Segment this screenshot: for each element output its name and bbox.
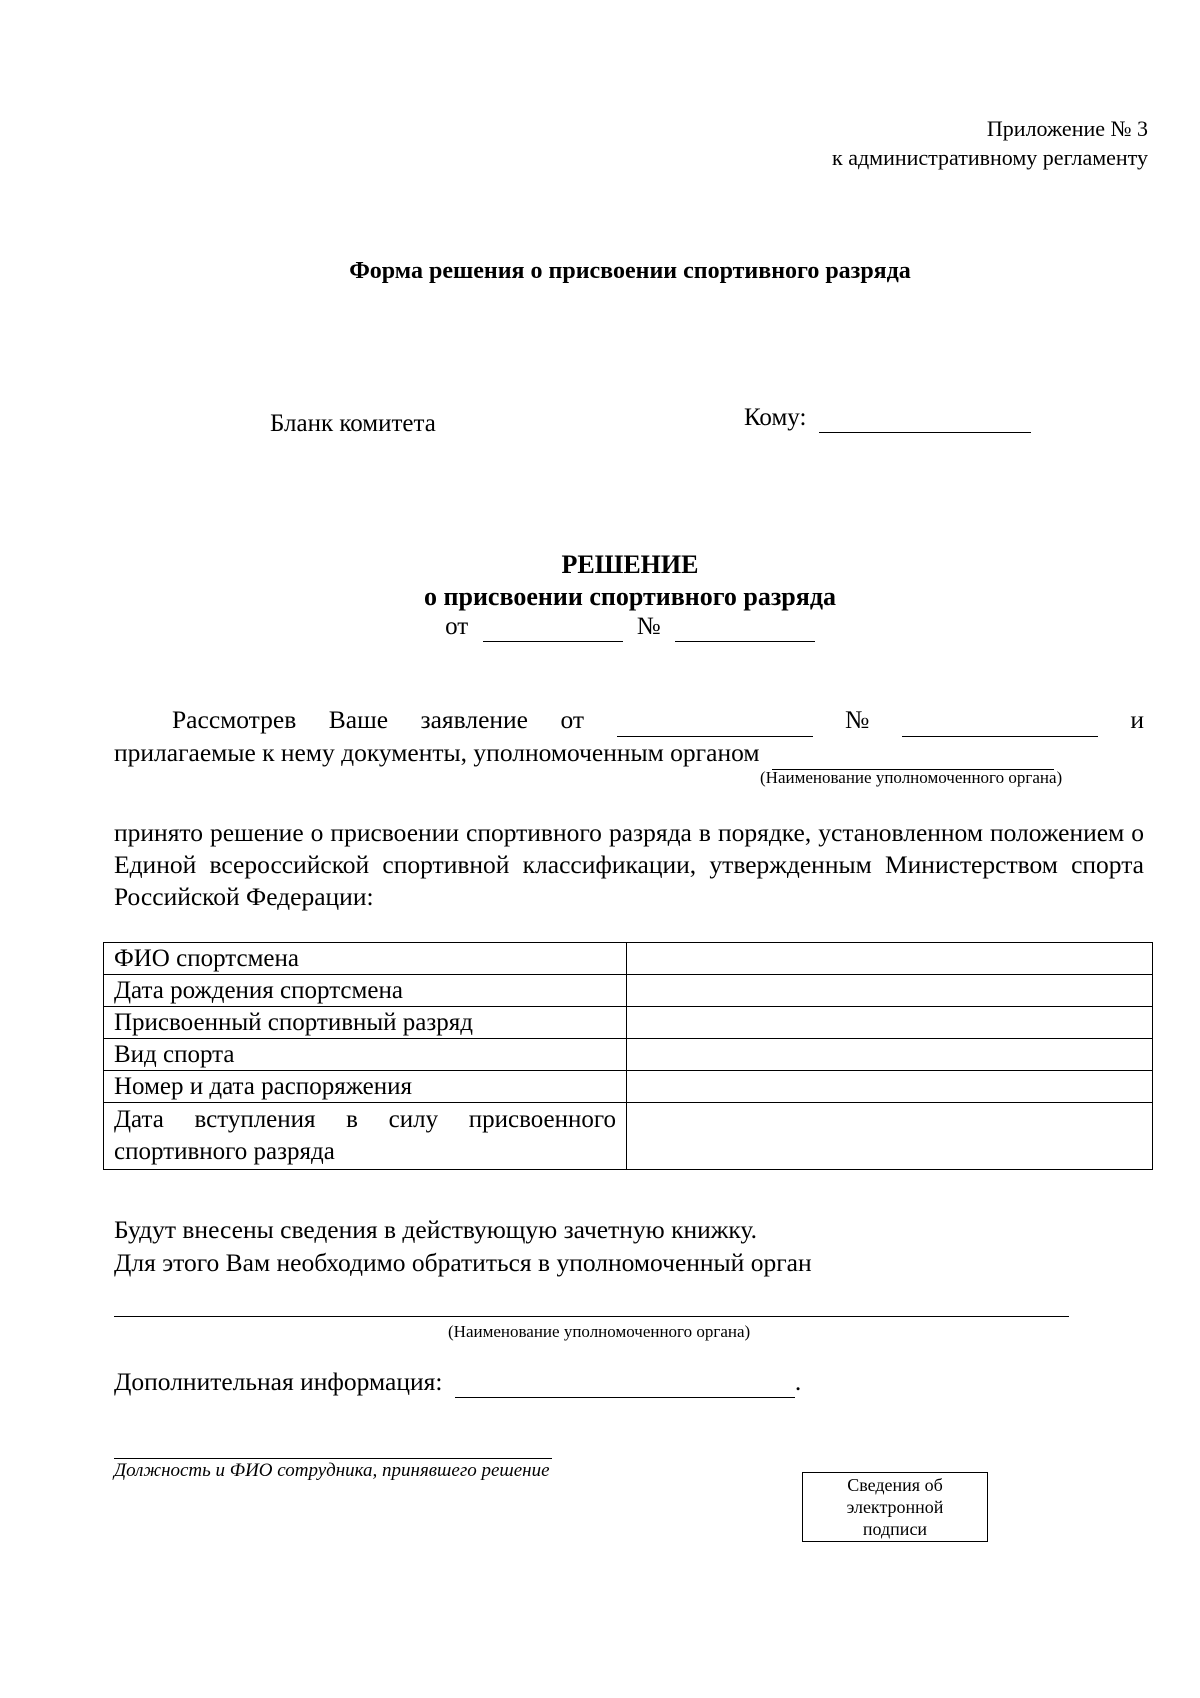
decision-text: принято решение о присвоении спортивного разряда в порядке, установленном положением о Единой всероссийской спортивной классификации, утвержденным Министерством спорта Российской Федерации: [114, 818, 1144, 911]
application-number-blank [902, 704, 1098, 737]
intro-line-1 [114, 704, 1144, 737]
intro-line-2 [114, 737, 1144, 770]
intro-paragraph [114, 704, 1144, 770]
table-cell-label: Номер и дата распоряжения [104, 1071, 627, 1103]
signature-line [114, 1458, 552, 1459]
table-cell-label: Вид спорта [104, 1039, 627, 1071]
table-row [104, 943, 1153, 975]
additional-info-blank [455, 1367, 795, 1398]
intro-word: Рассмотрев [172, 705, 297, 734]
table-cell-label: Присвоенный спортивный разряд [104, 1007, 627, 1039]
signature-box-line: электронной [846, 1497, 944, 1517]
authority-blank-line [114, 1316, 1069, 1317]
recipient-blank-line [819, 404, 1031, 433]
decision-title: РЕШЕНИЕ [561, 550, 699, 579]
signature-caption: Должность и ФИО сотрудника, принявшего решение [114, 1460, 550, 1481]
intro-word: и [1130, 705, 1144, 734]
table-cell-label: Дата рождения спортсмена [104, 975, 627, 1007]
form-title: Форма решения о присвоении спортивного разряда [349, 258, 911, 284]
table-cell-value [627, 943, 1153, 975]
recipient-label: Кому: [744, 404, 807, 431]
recipient-field [744, 404, 1031, 433]
table-cell-value [627, 1071, 1153, 1103]
decision-date-number [0, 613, 1200, 642]
athlete-info-table [103, 942, 1153, 1170]
authority-name-blank [772, 737, 1054, 770]
decision-subtitle: о присвоении спортивного разряда [424, 582, 836, 611]
table-row [104, 1007, 1153, 1039]
decision-from-label: от [445, 613, 469, 640]
decision-number-blank [675, 613, 815, 642]
signature-box-line: подписи [862, 1519, 928, 1539]
committee-blank-label: Бланк комитета [270, 410, 436, 437]
signature-box-line: Сведения об [847, 1475, 943, 1495]
authority-caption-2: (Наименование уполномоченного органа) [448, 1322, 751, 1341]
table-cell-label: ФИО спортсмена [104, 943, 627, 975]
appendix-reference: к административному регламенту [832, 145, 1148, 170]
additional-info-end: . [794, 1367, 802, 1396]
intro-number-label: № [845, 705, 870, 734]
additional-info-label: Дополнительная информация: [114, 1367, 443, 1396]
application-date-blank [617, 704, 813, 737]
decision-date-blank [483, 613, 623, 642]
additional-info [114, 1367, 801, 1398]
table-row [104, 1071, 1153, 1103]
intro-word: Ваше [328, 705, 389, 734]
authority-caption: (Наименование уполномоченного органа) [760, 768, 1063, 787]
table-cell-value [627, 1039, 1153, 1071]
table-cell-label: Дата вступления в силу присвоенного спортивного разряда [104, 1103, 627, 1170]
table-cell-value [627, 1007, 1153, 1039]
intro-line-2-text: прилагаемые к нему документы, уполномоченным органом [114, 738, 760, 767]
after-table-line: Для этого Вам необходимо обратиться в уполномоченный орган [114, 1248, 812, 1277]
appendix-number: Приложение № 3 [986, 116, 1148, 141]
intro-word: заявление [420, 705, 528, 734]
table-cell-value [627, 1103, 1153, 1170]
table-cell-value [627, 975, 1153, 1007]
intro-word: от [560, 705, 585, 734]
table-row [104, 975, 1153, 1007]
after-table-text [114, 1213, 812, 1279]
after-table-line: Будут внесены сведения в действующую зачетную книжку. [114, 1215, 757, 1244]
table-row [104, 1039, 1153, 1071]
appendix-header [628, 114, 1148, 172]
table-row [104, 1103, 1153, 1170]
electronic-signature-box [802, 1472, 988, 1542]
decision-number-label: № [636, 613, 661, 640]
